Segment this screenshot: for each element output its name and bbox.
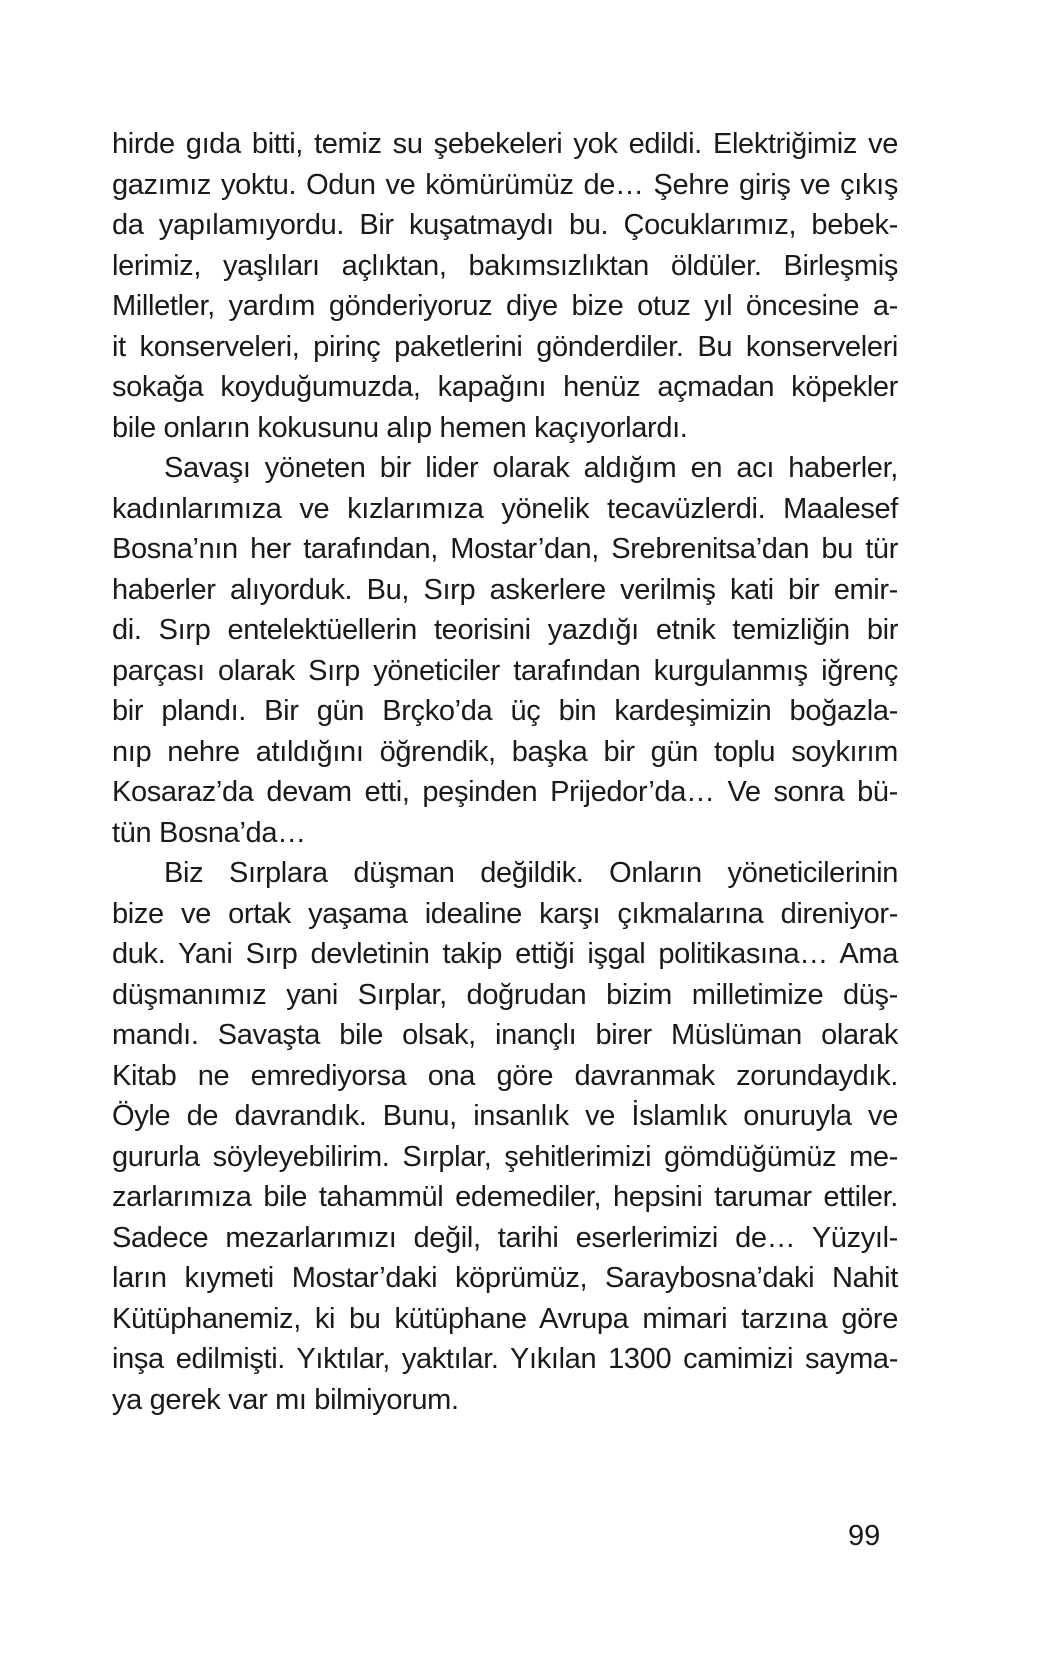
text-line: it konserveleri, pirinç paketlerini gönderdiler. Bu konserveleri — [112, 330, 898, 363]
text-line: kadınlarımıza ve kızlarımıza yönelik tecavüzlerdi. Maalesef — [112, 492, 898, 525]
text-line: bize ve ortak yaşama idealine karşı çıkmalarına direniyor- — [112, 897, 898, 930]
text-line: bile onların kokusunu alıp hemen kaçıyorlardı. — [112, 411, 688, 444]
paragraph-2 — [112, 448, 898, 853]
text-line: Kütüphanemiz, ki bu kütüphane Avrupa mimari tarzına göre — [112, 1302, 898, 1335]
text-line: Savaşı yöneten bir lider olarak aldığım en acı haberler, — [164, 452, 898, 484]
text-line: lerimiz, yaşlıları açlıktan, bakımsızlıktan öldüler. Birleşmiş — [112, 249, 898, 282]
text-line: tün Bosna’da… — [112, 816, 306, 849]
text-line: ya gerek var mı bilmiyorum. — [112, 1383, 459, 1416]
text-line: nıp nehre atıldığını öğrendik, başka bir gün toplu soykırım — [112, 735, 898, 768]
text-line: parçası olarak Sırp yöneticiler tarafından kurgulanmış iğrenç — [112, 654, 898, 687]
text-line: haberler alıyorduk. Bu, Sırp askerlere verilmiş kati bir emir- — [112, 573, 898, 606]
text-line: mandı. Savaşta bile olsak, inançlı birer Müslüman olarak — [112, 1019, 898, 1051]
text-line: Biz Sırplara düşman değildik. Onların yöneticilerinin — [164, 857, 898, 889]
text-line: hirde gıda bitti, temiz su şebekeleri yok edildi. Elektriğimiz ve — [112, 128, 898, 160]
page-number: 99 — [848, 1520, 881, 1552]
text-line: zarlarımıza bile tahammül edemediler, hepsini tarumar ettiler. — [112, 1181, 898, 1213]
text-line: Kosaraz’da devam etti, peşinden Prijedor’da… Ve sonra bü- — [112, 776, 898, 808]
text-line: da yapılamıyordu. Bir kuşatmaydı bu. Çocuklarımız, bebek- — [112, 209, 898, 241]
paragraph-1 — [112, 124, 898, 448]
text-line: gururla söyleyebilirim. Sırplar, şehitlerimizi gömdüğümüz me- — [112, 1140, 898, 1173]
text-line: düşmanımız yani Sırplar, doğrudan bizim milletimize düş- — [112, 978, 898, 1011]
text-line: di. Sırp entelektüellerin teorisini yazdığı etnik temizliğin bir — [112, 614, 898, 646]
text-line: gazımız yoktu. Odun ve kömürümüz de… Şehre giriş ve çıkış — [112, 168, 898, 201]
text-line: sokağa koyduğumuzda, kapağını henüz açmadan köpekler — [112, 371, 898, 403]
text-line: Milletler, yardım gönderiyoruz diye bize otuz yıl öncesine a- — [112, 290, 898, 322]
text-line: duk. Yani Sırp devletinin takip ettiği işgal politikasına… Ama — [112, 938, 898, 970]
text-line: Kitab ne emrediyorsa ona göre davranmak zorundaydık. — [112, 1059, 898, 1092]
book-page-body — [112, 124, 898, 1420]
paragraph-3 — [112, 853, 898, 1420]
text-line: bir plandı. Bir gün Brçko’da üç bin kardeşimizin boğazla- — [112, 695, 898, 727]
text-line: ların kıymeti Mostar’daki köprümüz, Saraybosna’daki Nahit — [112, 1262, 898, 1294]
text-line: Bosna’nın her tarafından, Mostar’dan, Srebrenitsa’dan bu tür — [112, 533, 898, 565]
text-line: Öyle de davrandık. Bunu, insanlık ve İslamlık onuruyla ve — [112, 1100, 898, 1132]
text-line: inşa edilmişti. Yıktılar, yaktılar. Yıkılan 1300 camimizi sayma- — [112, 1343, 898, 1375]
text-line: Sadece mezarlarımızı değil, tarihi eserlerimizi de… Yüzyıl- — [112, 1221, 898, 1254]
